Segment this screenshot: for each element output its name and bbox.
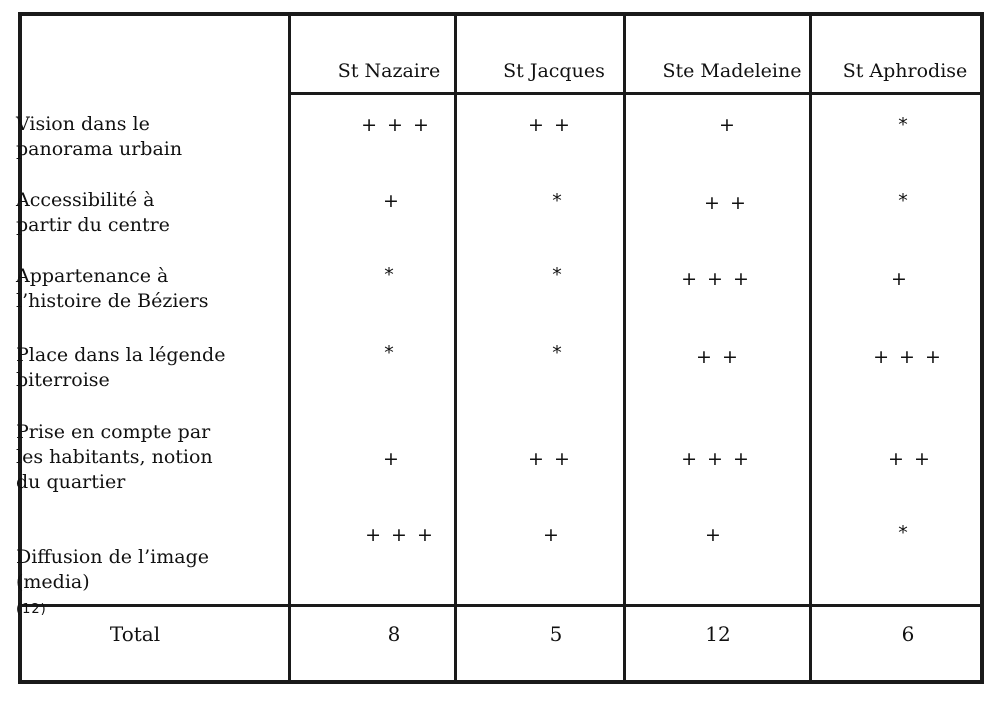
row-label: Accessibilité à partir du centre <box>16 189 170 236</box>
row-label-text: Diffusion de l’image (media) <box>16 546 209 593</box>
total-value: 12 <box>705 622 731 646</box>
rating-cell: + + + <box>365 524 435 546</box>
rating-cell: * <box>552 190 564 212</box>
rating-cell: + <box>383 448 401 470</box>
rating-cell: * <box>898 190 910 212</box>
rating-cell: + + <box>704 192 748 214</box>
rating-cell: * <box>898 522 910 544</box>
total-value: 6 <box>901 622 915 646</box>
rating-cell: + + + <box>681 268 751 290</box>
rating-cell: * <box>384 264 396 286</box>
rating-cell: + + + <box>681 448 751 470</box>
column-header-ste-madeleine: Ste Madeleine <box>662 60 802 82</box>
rating-cell: + + <box>528 448 572 470</box>
rating-cell: + <box>543 524 561 546</box>
rating-cell: + + + <box>873 346 943 368</box>
row-label: Place dans la légende biterroise <box>16 344 226 391</box>
rating-cell: + <box>719 114 737 136</box>
footnote-reference: (12) <box>16 602 47 617</box>
rating-cell: * <box>552 342 564 364</box>
rating-cell: + <box>383 190 401 212</box>
total-label: Total <box>109 622 161 646</box>
rating-cell: + <box>705 524 723 546</box>
row-label: Appartenance à l’histoire de Béziers <box>16 265 209 312</box>
rating-cell: + + <box>528 114 572 136</box>
total-value: 5 <box>549 622 563 646</box>
column-divider <box>809 16 812 680</box>
rating-cell: * <box>898 114 910 136</box>
rating-cell: + + <box>696 346 740 368</box>
rating-cell: * <box>384 342 396 364</box>
rating-cell: * <box>552 264 564 286</box>
total-value: 8 <box>387 622 401 646</box>
row-label: Prise en compte par les habitants, notion du quartier <box>16 421 213 493</box>
column-header-st-nazaire: St Nazaire <box>337 60 441 82</box>
row-label <box>16 520 266 622</box>
rating-cell: + + <box>888 448 932 470</box>
header-divider <box>288 92 980 95</box>
row-label: Vision dans le panorama urbain <box>16 113 183 160</box>
column-header-st-jacques: St Jacques <box>503 60 605 82</box>
rating-cell: + <box>891 268 909 290</box>
rating-cell: + + + <box>361 114 431 136</box>
column-divider <box>288 16 291 680</box>
column-header-st-aphrodise: St Aphrodise <box>842 60 968 82</box>
